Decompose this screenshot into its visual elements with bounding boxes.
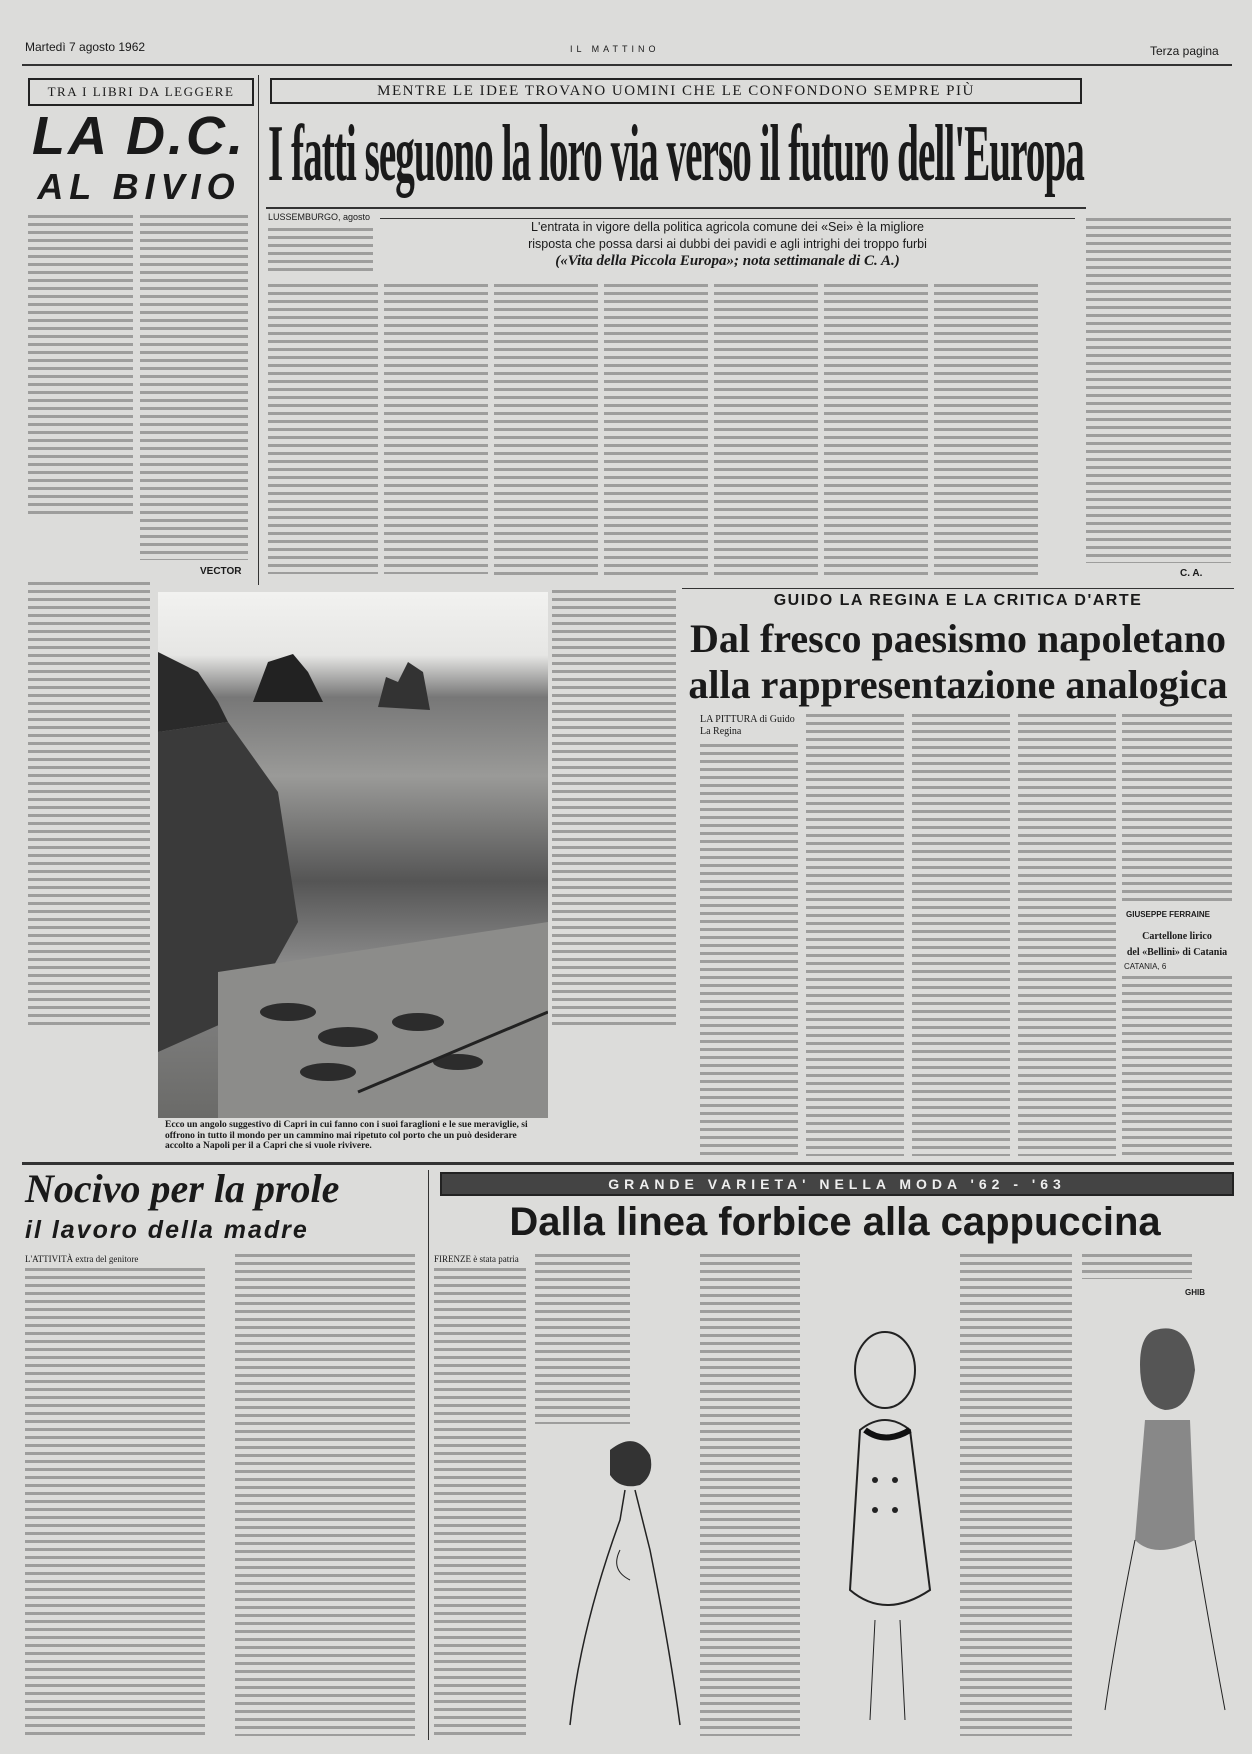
text-column [268, 228, 373, 276]
catania-title-line: del «Bellini» di Catania [1126, 947, 1228, 958]
fashion-sketch-2 [820, 1330, 950, 1730]
europe-deck [380, 218, 1075, 277]
europe-signature: C. A. [1180, 568, 1203, 579]
text-column [1122, 976, 1232, 1156]
europe-headline: I fatti seguono la loro via verso il futuro dell'Europa [268, 110, 1084, 198]
text-column [806, 714, 904, 1156]
catania-title-2-box [1122, 942, 1232, 958]
left-headline-2: AL BIVIO [37, 166, 241, 207]
fashion-sketch-1 [540, 1430, 690, 1730]
art-headline-line: alla rappresentazione analogica [688, 662, 1228, 707]
text-column [604, 284, 708, 579]
photo-caption: Ecco un angolo suggestivo di Capri in cui fanno con i suoi faraglioni e le sue meraviglie, si offrono in tutto il mondo per un cammino mai ripetuto col porto che un può desiderare accolto a Napoli per il a Capri che si vuole rivivere. [165, 1120, 528, 1151]
moda-kicker: GRANDE VARIETA' NELLA MODA '62 - '63 [440, 1172, 1234, 1196]
text-column [1082, 1254, 1192, 1279]
moda-signature: GHIB [1185, 1288, 1205, 1297]
text-column [494, 284, 598, 579]
text-column [140, 215, 248, 560]
text-column [912, 714, 1010, 1156]
deck-line: («Vita della Piccola Europa»; nota settimanale di C. A.) [555, 253, 900, 269]
text-column [28, 582, 150, 1030]
moda-lead: FIRENZE è stata patria [434, 1254, 519, 1264]
fashion-sketch-3 [1085, 1310, 1235, 1730]
capri-photo [158, 592, 548, 1118]
text-column [28, 215, 133, 515]
text-column [552, 590, 676, 1030]
catania-dateline: CATANIA, 6 [1124, 962, 1167, 971]
art-author: GIUSEPPE FERRAINE [1126, 910, 1211, 919]
page-label: Terza pagina [1150, 44, 1219, 58]
europe-kicker: MENTRE LE IDEE TROVANO UOMINI CHE LE CONFONDONO SEMPRE PIÙ [270, 78, 1082, 104]
text-column [824, 284, 928, 579]
text-column [1018, 714, 1116, 1156]
masthead: IL MATTINO [570, 44, 660, 54]
left-headline-1-box [28, 108, 250, 164]
left-signature: VECTOR [200, 566, 242, 577]
left-headline-1: LA D.C. [32, 106, 246, 166]
text-column [1086, 218, 1231, 563]
left-headline-2-box [28, 166, 250, 208]
text-column [384, 284, 488, 574]
text-column [268, 284, 378, 574]
text-column [1122, 714, 1232, 904]
text-column [714, 284, 818, 579]
deck-line: L'entrata in vigore della politica agricola comune dei «Sei» è la migliore [531, 220, 924, 234]
deck-line: risposta che possa darsi ai dubbi dei pavidi e agli intrighi dei troppo furbi [528, 237, 927, 251]
prole-headline-1-box [25, 1166, 420, 1212]
text-column [700, 744, 798, 1156]
europe-dateline: LUSSEMBURGO, agosto [268, 212, 371, 222]
moda-headline: Dalla linea forbice alla cappuccina [509, 1200, 1161, 1244]
prole-headline-2-box [25, 1214, 420, 1246]
text-column [235, 1254, 415, 1736]
text-column [934, 284, 1038, 579]
moda-headline-box [440, 1196, 1230, 1248]
catania-title-1-box [1122, 926, 1232, 942]
text-column [25, 1268, 205, 1736]
text-column [700, 1254, 800, 1736]
art-headline-1-box [684, 616, 1232, 662]
prole-headline-2: il lavoro della madre [25, 1216, 309, 1244]
faraglioni-rocks [158, 592, 548, 1118]
prole-headline-1: Nocivo per la prole [25, 1166, 340, 1211]
art-kicker: GUIDO LA REGINA E LA CRITICA D'ARTE [773, 592, 1143, 609]
art-headline-line: Dal fresco paesismo napoletano [690, 616, 1226, 661]
catania-title-line: Cartellone lirico [1142, 931, 1212, 942]
art-headline-2-box [684, 662, 1232, 708]
prole-lead: L'ATTIVITÀ extra del genitore [25, 1254, 139, 1264]
text-column [434, 1268, 526, 1736]
issue-date: Martedì 7 agosto 1962 [25, 40, 146, 54]
europe-headline-box [268, 106, 1084, 202]
text-column [960, 1254, 1072, 1736]
left-kicker: TRA I LIBRI DA LEGGERE [28, 78, 254, 106]
text-column [535, 1254, 630, 1424]
art-lead: LA PITTURA di Guido La Regina [700, 714, 795, 737]
